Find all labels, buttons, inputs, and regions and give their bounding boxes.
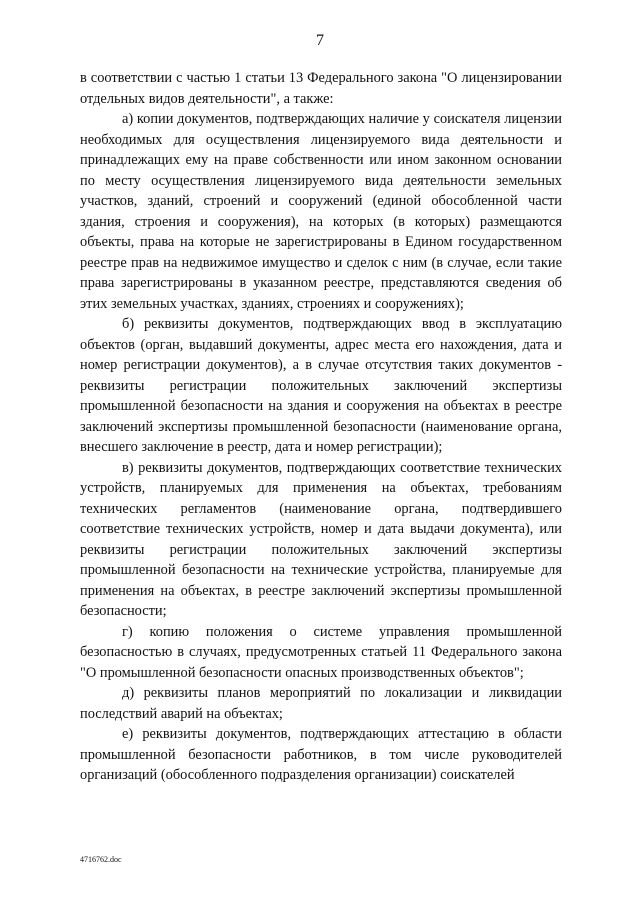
paragraph-item-v: в) реквизиты документов, подтверждающих соответствие технических устройств, планируемых для применения на объектах, требованиям технических регламентов (наименование органа, подтвердившего соответствие технических устройств, номер и дата выдачи документа), или реквизиты регистрации положительных заключений экспертизы промышленной безопасности на технические устройства, планируемые для применения на объектах, в реестре заключений экспертизы промышленной безопасности; <box>80 459 562 619</box>
footer-filename: 4716762.doc <box>80 855 122 864</box>
document-body <box>80 68 562 786</box>
paragraph-item-a: а) копии документов, подтверждающих наличие у соискателя лицензии необходимых для осуществления лицензируемого вида деятельности и принадлежащих ему на праве собственности или ином законном основании по месту осуществления лицензируемого вида деятельности земельных участков, зданий, строений и сооружений (единой обособленной части здания, строения и сооружения), на которых (в которых) размещаются объекты, права на которые не зарегистрированы в Едином государственном реестре прав на недвижимое имущество и сделок с ним (в случае, если такие права зарегистрированы в указанном реестре, представляются сведения об этих земельных участках, зданиях, строениях и сооружениях); <box>80 111 562 312</box>
paragraph-item-e: е) реквизиты документов, подтверждающих аттестацию в области промышленной безопасности работников, в том числе руководителей организаций (обособленного подразделения организации) соискателей <box>80 726 562 783</box>
paragraph-item-g: г) копию положения о системе управления промышленной безопасностью в случаях, предусмотренных статьей 11 Федерального закона "О промышленной безопасности опасных производственных объектов"; <box>80 623 562 681</box>
paragraph-item-b: б) реквизиты документов, подтверждающих ввод в эксплуатацию объектов (орган, выдавший документы, адрес места его нахождения, дата и номер регистрации документов), а в случае отсутствия таких документов - реквизиты регистрации положительных заключений экспертизы промышленной безопасности на здания и сооружения на объектах в реестре заключений экспертизы промышленной безопасности (наименование органа, внесшего заключение в реестр, дата и номер регистрации); <box>80 316 562 455</box>
paragraph-intro: в соответствии с частью 1 статьи 13 Федерального закона "О лицензировании отдельных видов деятельности", а также: <box>80 70 562 107</box>
page-number: 7 <box>316 32 324 49</box>
paragraph-item-d: д) реквизиты планов мероприятий по локализации и ликвидации последствий аварий на объектах; <box>80 685 562 722</box>
